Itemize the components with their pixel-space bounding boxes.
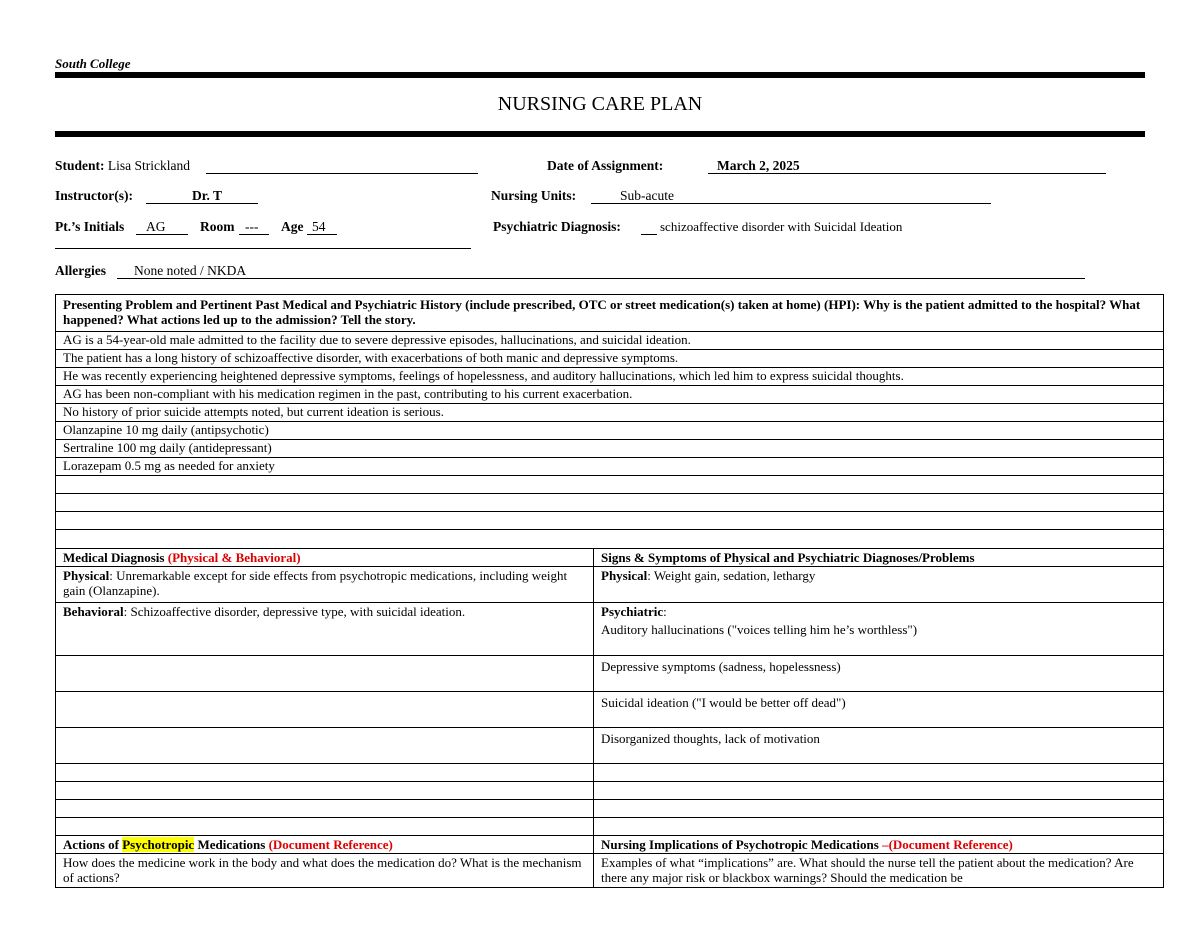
history-row [56,403,1163,421]
diagnosis-row [56,691,1163,727]
instructor-value[interactable]: Dr. T [192,188,223,203]
implications-heading [594,836,1163,853]
implications-cell[interactable]: Examples of what “implications” are. What should the nurse tell the patient about the medication? Are there any major risk or blackbox warnings? Should the medication be [601,855,1134,885]
allergies-field [55,263,106,279]
actions-heading-text-a: Actions of [63,837,119,852]
signs-symptoms-heading: Signs & Symptoms of Physical and Psychiatric Diagnoses/Problems [601,550,975,565]
diagnosis-row [56,566,1163,602]
history-row [56,367,1163,385]
medical-diagnosis-heading-text: Medical Diagnosis [63,550,165,565]
diagnosis-empty-row [56,781,1163,799]
instructor-field [55,188,133,204]
medical-diagnosis-heading [56,549,594,566]
history-row [56,421,1163,439]
symptom-text: Auditory hallucinations ("voices telling him he’s worthless") [601,622,918,637]
psychiatric-symptoms-cell[interactable] [594,603,1163,655]
psych-value[interactable]: schizoaffective disorder with Suicidal Ideation [660,219,903,234]
age-label: Age [281,219,304,234]
instructor-label: Instructor(s): [55,188,133,203]
physical-symptoms-cell[interactable] [594,567,1163,602]
history-row [56,439,1163,457]
history-row [56,331,1163,349]
room-label: Room [200,219,235,234]
history-line[interactable]: No history of prior suicide attempts noted, but current ideation is serious. [63,404,444,419]
history-empty-row [56,475,1163,493]
history-row [56,349,1163,367]
symptom-cell[interactable]: Suicidal ideation ("I would be better off dead") [601,695,846,710]
physical-ss-label: Physical [601,568,648,583]
history-line[interactable]: Olanzapine 10 mg daily (antipsychotic) [63,422,269,437]
psych-label: Psychiatric Diagnosis: [493,219,621,234]
history-row [56,385,1163,403]
history-line[interactable]: Lorazepam 0.5 mg as needed for anxiety [63,458,275,473]
date-value[interactable]: March 2, 2025 [717,158,800,173]
history-empty-cell[interactable] [56,476,1163,493]
diagnosis-empty-cell[interactable] [594,764,1163,781]
units-underline [591,203,991,204]
diagnosis-empty-row [56,763,1163,781]
title-divider [55,131,1145,137]
actions-heading-text-b: Medications [197,837,266,852]
student-underline [206,173,478,174]
student-value[interactable]: Lisa Strickland [107,158,190,173]
room-value[interactable]: --- [245,219,259,234]
initials-value[interactable]: AG [146,219,166,234]
psych-field [493,219,621,235]
history-empty-cell[interactable] [56,494,1163,511]
diagnosis-empty-cell[interactable] [594,800,1163,817]
page-title: NURSING CARE PLAN [497,93,703,115]
history-empty-row [56,529,1163,548]
units-label: Nursing Units: [491,188,577,203]
care-plan-table [55,294,1164,888]
history-line[interactable]: Sertraline 100 mg daily (antidepressant) [63,440,272,455]
history-line[interactable]: AG is a 54-year-old male admitted to the facility due to severe depressive episodes, hallucinations, and suicidal ideation. [63,332,691,347]
history-line[interactable]: The patient has a long history of schizoaffective disorder, with exacerbations of both manic and depressive symptoms. [63,350,679,365]
history-line[interactable]: AG has been non-compliant with his medication regimen in the past, contributing to his current exacerbation. [63,386,633,401]
physical-label: Physical [63,568,110,583]
history-heading-row [56,295,1163,331]
actions-heading-highlight: Psychotropic [122,837,195,852]
instructor-underline [146,203,258,204]
medications-heading-row [56,835,1163,853]
history-row [56,457,1163,475]
diagnosis-heading-row [56,548,1163,566]
history-empty-cell[interactable] [56,512,1163,529]
diagnosis-empty-cell[interactable] [56,818,594,835]
allergies-underline [117,278,1085,279]
implications-heading-note: –(Document Reference) [882,837,1013,852]
medications-row [56,853,1163,887]
psych-underline [641,234,657,235]
student-field [55,158,190,174]
physical-ss-text: : Weight gain, sedation, lethargy [647,568,816,583]
psychiatric-colon: : [663,604,667,619]
initials-field [55,219,124,235]
medical-diagnosis-heading-note: (Physical & Behavioral) [167,550,301,565]
physical-text: : Unremarkable except for side effects from psychotropic medications, including weight gain (Olanzapine). [63,568,568,598]
diagnosis-row [56,655,1163,691]
diagnosis-empty-row [56,799,1163,817]
initials-label: Pt.’s Initials [55,219,125,234]
diagnosis-empty-cell[interactable] [56,656,594,691]
history-empty-row [56,511,1163,529]
implications-heading-text: Nursing Implications of Psychotropic Medications [601,837,879,852]
diagnosis-row [56,727,1163,763]
actions-heading [56,836,594,853]
history-heading: Presenting Problem and Pertinent Past Medical and Psychiatric History (include prescribed, OTC or street medication(s) taken at home) (HPI): Why is the patient admitted to the hospital? What happened? What actions led up to the admission? Tell the story. [63,297,1141,327]
initials-underline [136,234,188,235]
diagnosis-empty-cell[interactable] [56,800,594,817]
initials-row-underline [55,248,471,249]
date-underline [708,173,1106,174]
age-underline [307,234,337,235]
symptom-cell[interactable]: Disorganized thoughts, lack of motivation [601,731,820,746]
units-field [491,188,576,204]
psychiatric-label: Psychiatric [601,604,664,619]
diagnosis-row [56,602,1163,655]
behavioral-diagnosis-cell[interactable] [56,603,594,655]
actions-cell[interactable]: How does the medicine work in the body and what does the medication do? What is the mechanism of actions? [56,854,594,887]
student-label: Student: [55,158,105,173]
diagnosis-empty-cell[interactable] [594,818,1163,835]
diagnosis-empty-cell[interactable] [56,764,594,781]
history-line[interactable]: He was recently experiencing heightened depressive symptoms, feelings of hopelessness, and auditory hallucinations, which led him to express suicidal thoughts. [63,368,904,383]
date-label: Date of Assignment: [547,158,664,173]
date-field [547,158,663,174]
physical-diagnosis-cell[interactable] [56,567,594,602]
diagnosis-empty-cell[interactable] [56,692,594,727]
school-name: South College [55,56,131,71]
diagnosis-empty-cell[interactable] [56,782,594,799]
allergies-value[interactable]: None noted / NKDA [134,263,247,278]
room-underline [239,234,269,235]
units-value[interactable]: Sub-acute [620,188,674,203]
diagnosis-empty-row [56,817,1163,835]
diagnosis-empty-cell[interactable] [56,728,594,763]
history-empty-row [56,493,1163,511]
history-empty-cell[interactable] [56,530,1163,548]
allergies-label: Allergies [55,263,106,278]
symptom-cell[interactable]: Depressive symptoms (sadness, hopelessness) [601,659,841,674]
top-divider [55,72,1145,78]
age-value[interactable]: 54 [312,219,326,234]
behavioral-label: Behavioral [63,604,124,619]
behavioral-text: : Schizoaffective disorder, depressive type, with suicidal ideation. [123,604,466,619]
actions-heading-note: (Document Reference) [268,837,393,852]
diagnosis-empty-cell[interactable] [594,782,1163,799]
